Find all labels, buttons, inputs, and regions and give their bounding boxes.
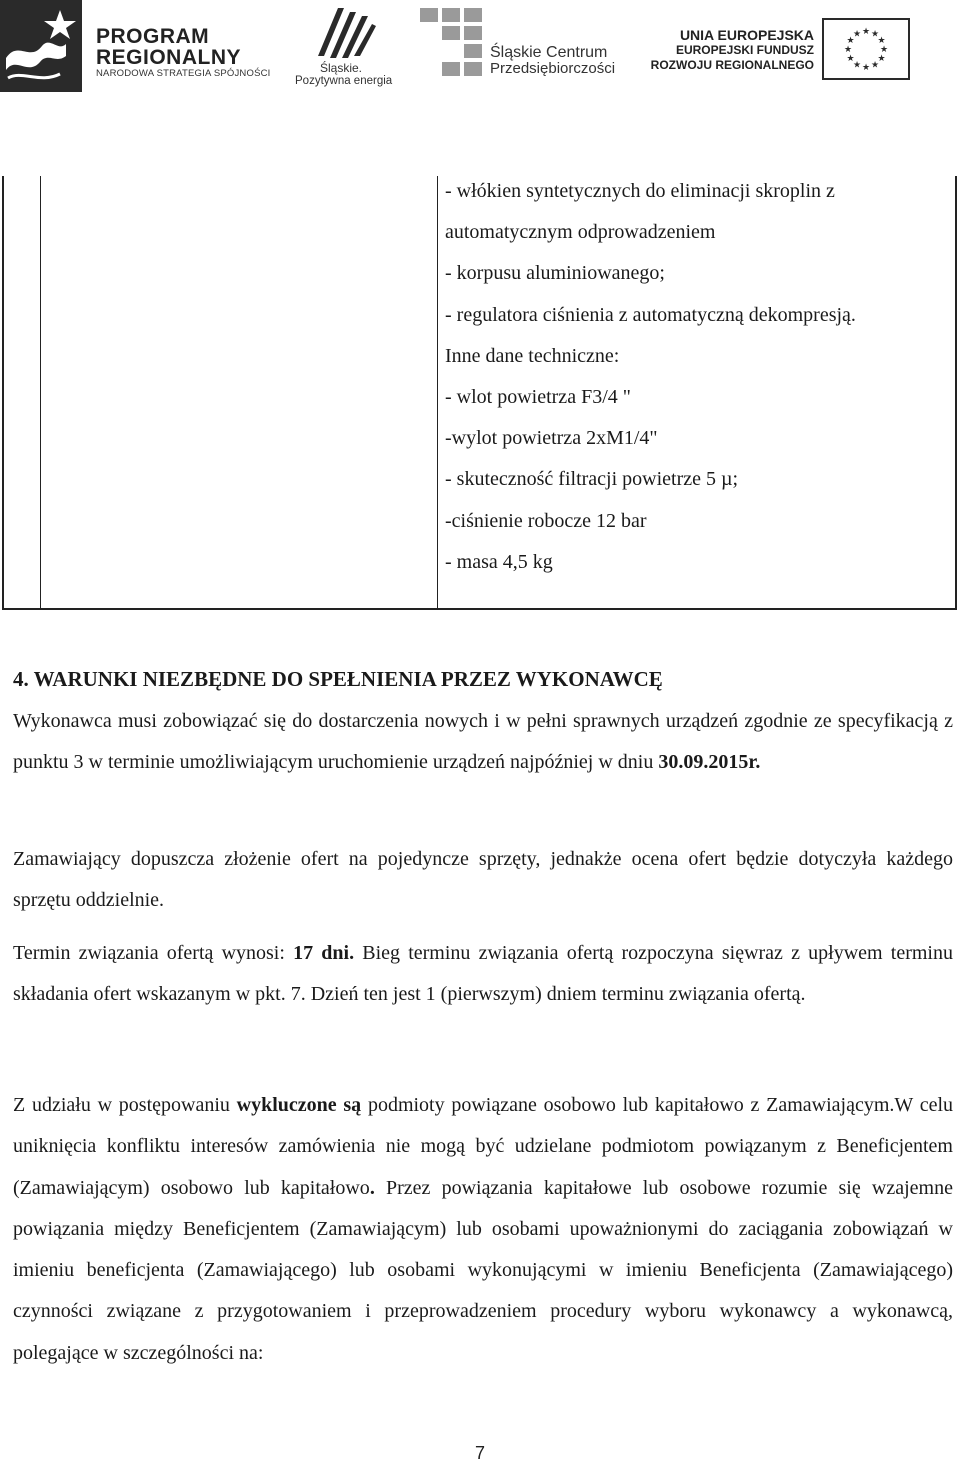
scp-line2: Przedsiębiorczości: [490, 60, 616, 77]
program-regionalny-line3: NARODOWA STRATEGIA SPÓJNOŚCI: [96, 68, 271, 79]
exclusion-definition: Przez powiązania kapitałowe lub osobowe rozumie się wzajemne powiązania między Beneficjentem (Zamawiającym) lub osobami upoważnionymi do zaciągania zobowiązań w imieniu beneficjenta (Zamawiającego) lub osobami wykonującymi w imieniu Beneficjenta (Zamawiającego) czynności związane z przygotowaniem i przeprowadzeniem procedury wyboru wykonawcy a wykonawcą, polegające w szczególności na:: [13, 1176, 953, 1364]
table-bottom-border: [2, 608, 957, 610]
spec-line: - włókien syntetycznych do eliminacji skroplin z: [445, 180, 835, 202]
slaskie-logo: [292, 2, 400, 92]
eu-logo: [650, 12, 924, 82]
paragraph-exclusion: [13, 1085, 953, 1374]
scp-squares-icon: [418, 6, 488, 84]
eu-line2: EUROPEJSKI FUNDUSZ: [675, 43, 814, 57]
program-regionalny-line1: PROGRAM: [96, 25, 210, 48]
svg-text:★: ★: [861, 27, 871, 37]
table-right-border: [955, 176, 957, 610]
page-number: 7: [474, 1443, 485, 1463]
slaskie-line1: Śląskie.: [320, 61, 363, 75]
table-column-divider-1: [40, 176, 41, 610]
spec-cell: [445, 176, 950, 583]
binding-period-intro: Termin związania ofertą wynosi:: [13, 942, 294, 964]
scp-logo: [418, 6, 658, 86]
spec-line: - masa 4,5 kg: [445, 550, 553, 573]
svg-text:★: ★: [852, 60, 862, 71]
svg-text:★: ★: [879, 45, 889, 55]
eu-line3: ROZWOJU REGIONALNEGO: [650, 58, 814, 72]
exclusion-text: podmioty powiązane osobowo lub kapitałowo z Zamawiającym.W celu uniknięcia konfliktu interesów zamówienia nie mogą być udzielane podmiotom powiązanym z Beneficjentem (Zamawiającym) osobowo lub kapitałowo: [13, 1094, 953, 1199]
delivery-date: 30.09.2015r.: [658, 751, 761, 774]
binding-period-days: 17 dni.: [293, 942, 355, 964]
table-column-divider-2: [437, 176, 438, 610]
spec-line: -ciśnienie robocze 12 bar: [445, 509, 647, 532]
spec-table-fragment: [0, 176, 960, 610]
exclusion-period: .: [369, 1176, 375, 1199]
spec-line: - regulatora ciśnienia z automatyczną dekompresją.: [445, 303, 856, 326]
paragraph-delivery: [13, 701, 953, 784]
program-regionalny-line2: REGIONALNY: [96, 46, 242, 69]
paragraph-binding-period: [13, 933, 953, 1016]
svg-text:★: ★: [846, 36, 855, 46]
scp-line1: Śląskie Centrum: [490, 44, 608, 61]
svg-text:★: ★: [877, 36, 886, 46]
svg-text:★: ★: [846, 54, 855, 64]
binding-period-text: Bieg terminu związania ofertą rozpoczyna sięwraz z upływem terminu składania ofert wskazanym w pkt. 7. Dzień ten jest 1 (pierwszym) dniem terminu związania ofertą.: [13, 942, 953, 1006]
slaskie-stripes-icon: [310, 2, 380, 64]
eu-flag-icon: [822, 18, 910, 80]
spec-line: Inne dane techniczne:: [445, 344, 620, 367]
svg-text:★: ★: [877, 54, 886, 64]
slaskie-line2: Pozytywna energia: [295, 75, 393, 87]
svg-text:★: ★: [861, 63, 871, 73]
spec-line: automatycznym odprowadzeniem: [445, 221, 716, 244]
program-regionalny-emblem-icon: [0, 0, 82, 92]
paragraph-delivery-text: Wykonawca musi zobowiązać się do dostarczenia nowych i w pełni sprawnych urządzeń zgodnie ze specyfikacją z punktu 3 w terminie umożliwiającym uruchomienie urządzeń najpóźniej w dniu: [13, 710, 953, 774]
eu-line1: UNIA EUROPEJSKA: [679, 27, 814, 43]
table-left-border: [2, 176, 4, 610]
program-regionalny-logo: [0, 0, 290, 92]
spec-line: - korpusu aluminiowanego;: [445, 262, 665, 285]
svg-text:★: ★: [843, 45, 853, 55]
svg-text:★: ★: [870, 29, 880, 40]
spec-line: - wlot powietrza F3/4 ": [445, 386, 631, 409]
svg-text:★: ★: [852, 29, 862, 40]
page-header: [0, 0, 960, 100]
spec-line: -wylot powietrza 2xM1/4": [445, 427, 658, 450]
exclusion-bold: wykluczone są: [236, 1094, 362, 1116]
spec-line: - skuteczność filtracji powietrze 5 µ;: [445, 468, 739, 491]
paragraph-partial-offers: Zamawiający dopuszcza złożenie ofert na pojedyncze sprzęty, jednakże ocena ofert będzie dotyczyła każdego sprzętu oddzielnie.: [13, 848, 953, 912]
exclusion-intro: Z udziału w postępowaniu: [13, 1094, 237, 1116]
section-heading: 4. WARUNKI NIEZBĘDNE DO SPEŁNIENIA PRZEZ WYKONAWCĘ: [13, 667, 663, 691]
svg-text:★: ★: [870, 60, 880, 71]
